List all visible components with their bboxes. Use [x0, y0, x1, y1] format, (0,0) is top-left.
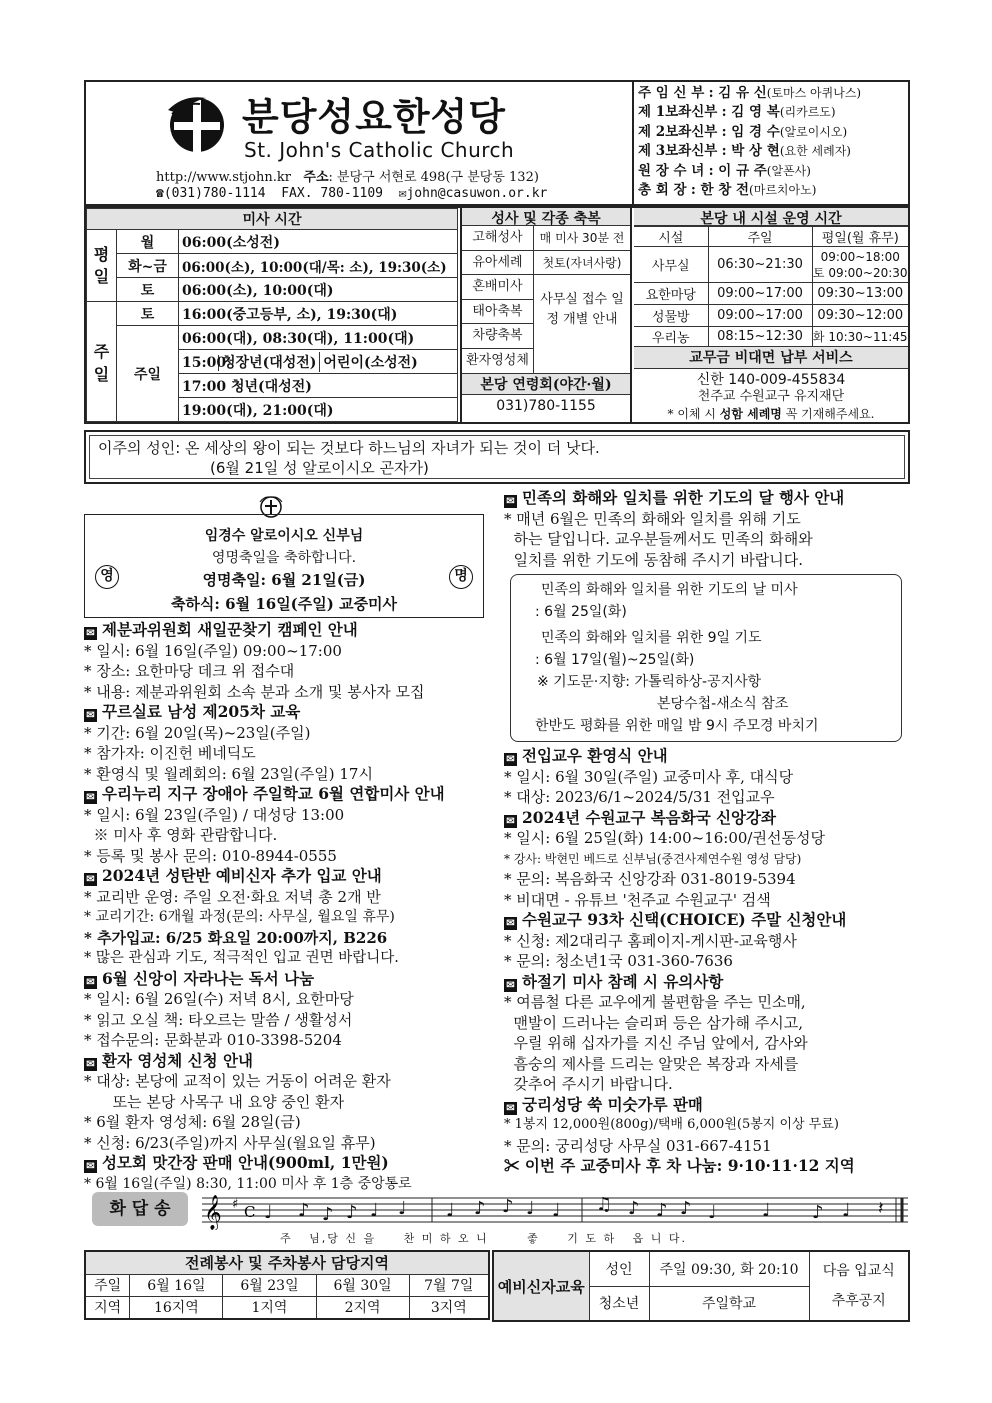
sacrament-title: 성사 및 각종 축복 — [462, 208, 630, 226]
list-item: * 교리반 운영: 주일 오전·화요 저녁 총 2개 반 — [84, 887, 381, 906]
svg-text:♪: ♪ — [656, 1200, 668, 1221]
tea-sharing: ✂ 이번 주 교중미사 후 차 나눔: 9·10·11·12 지역 — [504, 1156, 855, 1175]
feast-badge-left: 영 — [95, 565, 119, 589]
mass-time: 06:00(소), 10:00(대) — [179, 278, 458, 302]
duty-table: 전례봉사 및 주차봉사 담당지역 주일 6월 16일 6월 23일 6월 30일 7월 7일 지역 16지역 1지역 2지역 3지역 — [84, 1250, 490, 1320]
sacrament-list: 고해성사 유아세례 혼배미사 태아축복 차량축복 환자영성체 — [462, 226, 534, 373]
svg-text:♪: ♪ — [502, 1196, 514, 1217]
mass-table — [86, 208, 458, 422]
mass-day: 월 — [117, 230, 179, 254]
mass-time: 06:00(대), 08:30(대), 11:00(대) — [179, 326, 458, 350]
catechumen-label: 예비신자교육 — [493, 1251, 589, 1321]
list-item: * 매년 6월은 민족의 화해와 일치를 위해 기도 — [504, 509, 801, 528]
council-title: 본당 연령회(야간·월) — [462, 373, 630, 395]
list-item: * 일시: 6월 26일(수) 저녁 8시, 요한마당 — [84, 990, 354, 1008]
list-item: * 신청: 6/23(주일)까지 사무실(월요일 휴무) — [84, 1133, 376, 1152]
music-staff-icon — [202, 1186, 910, 1230]
church-logo-icon — [166, 92, 228, 154]
facility-table: 시설 주일 평일(월 휴무) 사무실 06:30~21:30 09:00~18:00 토 09:00~20:30 요한마당 09:00~17:00 09:30~13:00 성물방 09:00~17:00 09:30~12:00 우리농 08:15~12:30 화 10:30~11:45 — [634, 226, 908, 347]
list-item: * 기간: 6월 20일(목)~23일(주일) — [84, 723, 311, 742]
header — [84, 80, 910, 206]
svg-text:♪: ♪ — [812, 1202, 824, 1223]
clergy-row: 제 3보좌신부 : 박 상 현(요한 세례자) — [638, 143, 851, 160]
list-item: 일치를 위한 기도에 동참해 주시기 바랍니다. — [504, 550, 803, 569]
feast-box — [84, 514, 484, 618]
bullet-icon: ✉ — [84, 709, 97, 722]
clergy-row: 원 장 수 녀 : 이 규 주(알폰사) — [638, 162, 811, 179]
list-item: * 많은 관심과 기도, 적극적인 입교 권면 바랍니다. — [84, 950, 399, 966]
svg-text:♩: ♩ — [398, 1198, 407, 1219]
mass-time: 16:00(중고등부, 소), 19:30(대) — [179, 302, 458, 326]
section-title: ✉ 제분과위원회 새일꾼찾기 캠페인 안내 — [84, 620, 494, 641]
email-link[interactable]: john@casuwon.or.kr — [406, 186, 548, 201]
facility-section — [634, 208, 908, 422]
svg-text:♪: ♪ — [298, 1200, 310, 1221]
list-item: * 대상: 본당에 교적이 있는 거동이 어려운 환자 — [84, 1072, 391, 1090]
svg-text:♫: ♫ — [596, 1194, 613, 1215]
clergy-row: 총 회 장 : 한 창 전(마르치아노) — [638, 182, 817, 199]
contact-line — [156, 186, 547, 201]
section-title: ✉ 수원교구 93차 신택(CHOICE) 주말 신청안내 — [504, 910, 910, 931]
schedule-section — [84, 206, 910, 424]
list-item: * 문의: 복음화국 신앙강좌 031-8019-5394 — [504, 870, 796, 888]
church-name-en: St. John's Catholic Church — [244, 138, 515, 162]
bullet-icon: ✉ — [504, 753, 517, 766]
list-item: 갖추어 주시기 바랍니다. — [504, 1075, 673, 1093]
next-enrollment-value: 추후공지 — [831, 1293, 886, 1309]
list-item: 또는 본당 사목구 내 요양 중인 환자 — [84, 1092, 345, 1111]
section-title: ✉ 성모회 맛간장 판매 안내(900ml, 1만원) — [84, 1153, 494, 1174]
list-item: * 일시: 6월 30일(주일) 교중미사 후, 대식당 — [504, 767, 794, 786]
feast-celebration: 축하식: 6월 16일(주일) 교중미사 — [170, 595, 398, 613]
facility-title: 본당 내 시설 운영 시간 — [634, 208, 908, 226]
list-item: * 문의: 청소년1국 031-360-7636 — [504, 952, 733, 970]
list-item: * 참가자: 이진헌 베네딕도 — [84, 744, 256, 762]
svg-text:♪: ♪ — [346, 1202, 358, 1223]
bullet-icon: ✉ — [84, 976, 97, 989]
next-enrollment-label: 다음 입교식 — [822, 1263, 895, 1279]
clergy-list — [638, 84, 910, 200]
list-item: * 신청: 제2대리구 홈페이지-게시판-교육행사 — [504, 931, 797, 950]
mass-day: 화~금 — [117, 254, 179, 278]
list-item: * 내용: 제분과위원회 소속 분과 소개 및 봉사자 모집 — [84, 682, 425, 701]
section-title: ✉ 2024년 수원교구 복음화국 신앙강좌 — [504, 808, 910, 829]
feast-message: 영명축일을 축하합니다. — [211, 550, 357, 566]
account-number: 신한 140-009-455834 — [696, 372, 846, 388]
list-item: * 읽고 오실 책: 타오르는 말씀 / 생활성서 — [84, 1010, 353, 1029]
bullet-icon: ✉ — [504, 1102, 517, 1115]
svg-text:♩: ♩ — [264, 1202, 273, 1223]
council-phone: 031)780-1155 — [496, 398, 596, 414]
list-item: * 6월 16일(주일) 8:30, 11:00 미사 후 1층 중앙통로 — [84, 1175, 412, 1192]
bullet-icon: ✉ — [84, 873, 97, 886]
church-name: 분당성요한성당 — [242, 95, 506, 139]
right-announcements — [504, 488, 910, 1177]
account-owner: 천주교 수원교구 유지재단 — [697, 389, 845, 404]
mass-day: 토 — [117, 278, 179, 302]
list-item: * 6월 환자 영성체: 6월 28일(금) — [84, 1113, 301, 1131]
mass-day: 토 — [117, 302, 179, 326]
fax: FAX. 780-1109 — [281, 186, 383, 201]
svg-text:♩: ♩ — [762, 1200, 771, 1221]
list-item: * 강사: 박현민 베드로 신부님(중견사제연수원 영성 담당) — [504, 851, 802, 866]
sacrament-section — [460, 208, 632, 422]
bullet-icon: ✉ — [504, 917, 517, 930]
weekday-label: 평일 — [87, 230, 117, 302]
saint-name: (6월 21일 성 알로이시오 곤자가) — [210, 459, 429, 477]
address-line — [156, 166, 539, 185]
confession-note: 매 미사 30분 전 — [534, 226, 630, 251]
list-item: * 일시: 6월 23일(주일) / 대성당 13:00 — [84, 805, 345, 824]
svg-text:♩: ♩ — [526, 1198, 535, 1219]
bottom-tables — [84, 1250, 910, 1320]
bullet-icon: ✉ — [84, 627, 97, 640]
list-item: * 일시: 6월 25일(화) 14:00~16:00/권선동성당 — [504, 829, 825, 847]
bullet-icon: ✉ — [504, 815, 517, 828]
svg-text:♩: ♩ — [552, 1200, 561, 1221]
header-brand — [86, 82, 634, 204]
list-item: * 1봉지 12,000원(800g)/택배 6,000원(5봉지 이상 무료) — [504, 1117, 839, 1132]
duty-title: 전례봉사 및 주차봉사 담당지역 — [85, 1251, 489, 1274]
svg-text:𝄽: 𝄽 — [878, 1198, 884, 1219]
bullet-icon: ✉ — [84, 1058, 97, 1071]
baptism-note: 첫토(자녀사랑) — [534, 251, 630, 276]
svg-text:♩: ♩ — [842, 1200, 851, 1221]
prayer-box: 민족의 화해와 일치를 위한 기도의 날 미사 : 6월 25일(화) 민족의 화해와 일치를 위한 9일 기도 : 6월 17일(월)~25일(화) ※ 기도문·지향: 가톨릭하상-공지사항 본당수첩-새소식 참조 한반도 평화를 위한 매일 밤 9시 주모경 바치기 — [510, 574, 902, 742]
mass-time: 19:00(대), 21:00(대) — [179, 398, 458, 422]
mass-time: 17:00 청년(대성전) — [179, 374, 458, 398]
list-item: * 대상: 2023/6/1~2024/5/31 전입교우 — [504, 788, 775, 806]
sunday-label: 주일 — [87, 302, 117, 422]
sunday-1500-row: 15:00청장년(대성전) 어린이(소성전) — [179, 350, 458, 374]
phone-icon: ☎ — [156, 186, 164, 201]
list-item: * 교리기간: 6개월 과정(문의: 사무실, 월요일 휴무) — [84, 909, 395, 925]
section-title: ✉ 2024년 성탄반 예비신자 추가 입교 안내 — [84, 866, 494, 887]
feast-name: 임경수 알로이시오 신부님 — [204, 528, 364, 544]
saint-of-week — [84, 430, 910, 484]
address-label: 주소 — [303, 170, 329, 185]
clergy-row: 제 2보좌신부 : 임 경 수(알로이시오) — [638, 123, 848, 140]
scissors-icon: ✂ — [504, 1156, 520, 1175]
left-announcements — [84, 620, 494, 1194]
mail-icon: ✉ — [398, 186, 407, 201]
svg-text:♩: ♩ — [708, 1202, 717, 1223]
list-item: 하는 달입니다. 교우분들께서도 민족의 화해와 — [504, 530, 813, 548]
list-item: * 접수문의: 문화분과 010-3398-5204 — [84, 1031, 342, 1049]
website-link[interactable]: http://www.stjohn.kr — [156, 170, 291, 185]
section-title: ✉ 꾸르실료 남성 제205차 교육 — [84, 702, 494, 723]
section-title: ✉ 하절기 미사 참례 시 유의사항 — [504, 972, 910, 993]
office-note: 사무실 접수 일정 개별 안내 — [540, 292, 624, 327]
responsorial-psalm — [84, 1186, 910, 1248]
mass-time: 06:00(소), 10:00(대/목: 소), 19:30(소) — [179, 254, 458, 278]
svg-text:♪: ♪ — [474, 1198, 486, 1219]
mass-title: 미사 시간 — [87, 209, 458, 230]
section-title: ✉ 민족의 화해와 일치를 위한 기도의 달 행사 안내 — [504, 488, 910, 509]
section-title: ✉ 우리누리 지구 장애아 주일학교 6월 연합미사 안내 — [84, 784, 494, 805]
list-item: * 등록 및 봉사 문의: 010-8944-0555 — [84, 846, 337, 865]
list-item: * 환영식 및 월례회의: 6월 23일(주일) 17시 — [84, 764, 373, 783]
svg-text:♪: ♪ — [680, 1198, 692, 1219]
bullet-icon: ✉ — [84, 1160, 97, 1173]
list-item: 맨발이 드러나는 슬리퍼 등은 삼가해 주시고, — [504, 1013, 803, 1032]
section-title: ✉ 전입교우 환영식 안내 — [504, 746, 910, 767]
address: : 분당구 서현로 498(구 분당동 132) — [328, 170, 539, 185]
list-item: * 추가입교: 6/25 화요일 20:00까지, B226 — [84, 928, 388, 947]
list-item: 흠숭의 제사를 드리는 알맞은 복장과 자세를 — [504, 1054, 799, 1073]
list-item: * 장소: 요한마당 데크 위 접수대 — [84, 662, 295, 680]
list-item: ※ 미사 후 영화 관람합니다. — [84, 826, 278, 844]
saint-quote: 이주의 성인: 온 세상의 왕이 되는 것보다 하느님의 자녀가 되는 것이 더 낫다. — [98, 439, 600, 457]
donation-title: 교무금 비대면 납부 서비스 — [634, 347, 908, 369]
catechumen-table: 예비신자교육 성인 주일 09:30, 화 20:10 다음 입교식 추후공지 청소년 주일학교 — [492, 1250, 910, 1322]
bullet-icon: ✉ — [504, 495, 517, 508]
clergy-row: 제 1보좌신부 : 김 영 복(리카르도) — [638, 104, 836, 121]
phone: (031)780-1114 — [163, 186, 266, 201]
bullet-icon: ✉ — [84, 791, 97, 804]
list-item: * 일시: 6월 16일(주일) 09:00~17:00 — [84, 641, 342, 660]
mass-time: 06:00(소성전) — [179, 230, 458, 254]
section-title: ✉ 6월 신앙이 자라나는 독서 나눔 — [84, 969, 494, 990]
list-item: * 비대면 - 유튜브 '천주교 수원교구' 검색 — [504, 890, 771, 909]
svg-text:♯: ♯ — [232, 1197, 239, 1212]
svg-text:♪: ♪ — [322, 1204, 334, 1225]
list-item: 우릴 위해 십자가를 지신 주님 앞에서, 감사와 — [504, 1034, 808, 1052]
account-note: * 이체 시 성함 세례명 꼭 기재해주세요. — [667, 407, 875, 421]
feast-badge-right: 명 — [449, 565, 473, 589]
list-item: * 문의: 궁리성당 사무실 031-667-4151 — [504, 1136, 772, 1155]
list-item: * 여름철 다른 교우에게 불편함을 주는 민소매, — [504, 993, 806, 1011]
svg-text:♩: ♩ — [446, 1200, 455, 1221]
svg-text:♩: ♩ — [370, 1200, 379, 1221]
clergy-row: 주 임 신 부 : 김 유 신(토마스 아퀴나스) — [638, 85, 862, 101]
bullet-icon: ✉ — [504, 979, 517, 992]
svg-text:C: C — [244, 1203, 256, 1221]
svg-text:𝄞: 𝄞 — [204, 1195, 222, 1230]
mass-day: 주일 — [117, 326, 179, 422]
psalm-lyrics: 주 님,당 신 을 찬 미 하 오 니 좋 기 도 하 옵 니 다. — [280, 1232, 688, 1245]
section-title: ✉ 환자 영성체 신청 안내 — [84, 1051, 494, 1072]
section-title: ✉ 궁리성당 쑥 미숫가루 판매 — [504, 1095, 910, 1116]
feast-date: 영명축일: 6월 21일(금) — [202, 571, 366, 589]
psalm-label: 화 답 송 — [92, 1192, 188, 1226]
svg-text:♪: ♪ — [628, 1198, 640, 1219]
